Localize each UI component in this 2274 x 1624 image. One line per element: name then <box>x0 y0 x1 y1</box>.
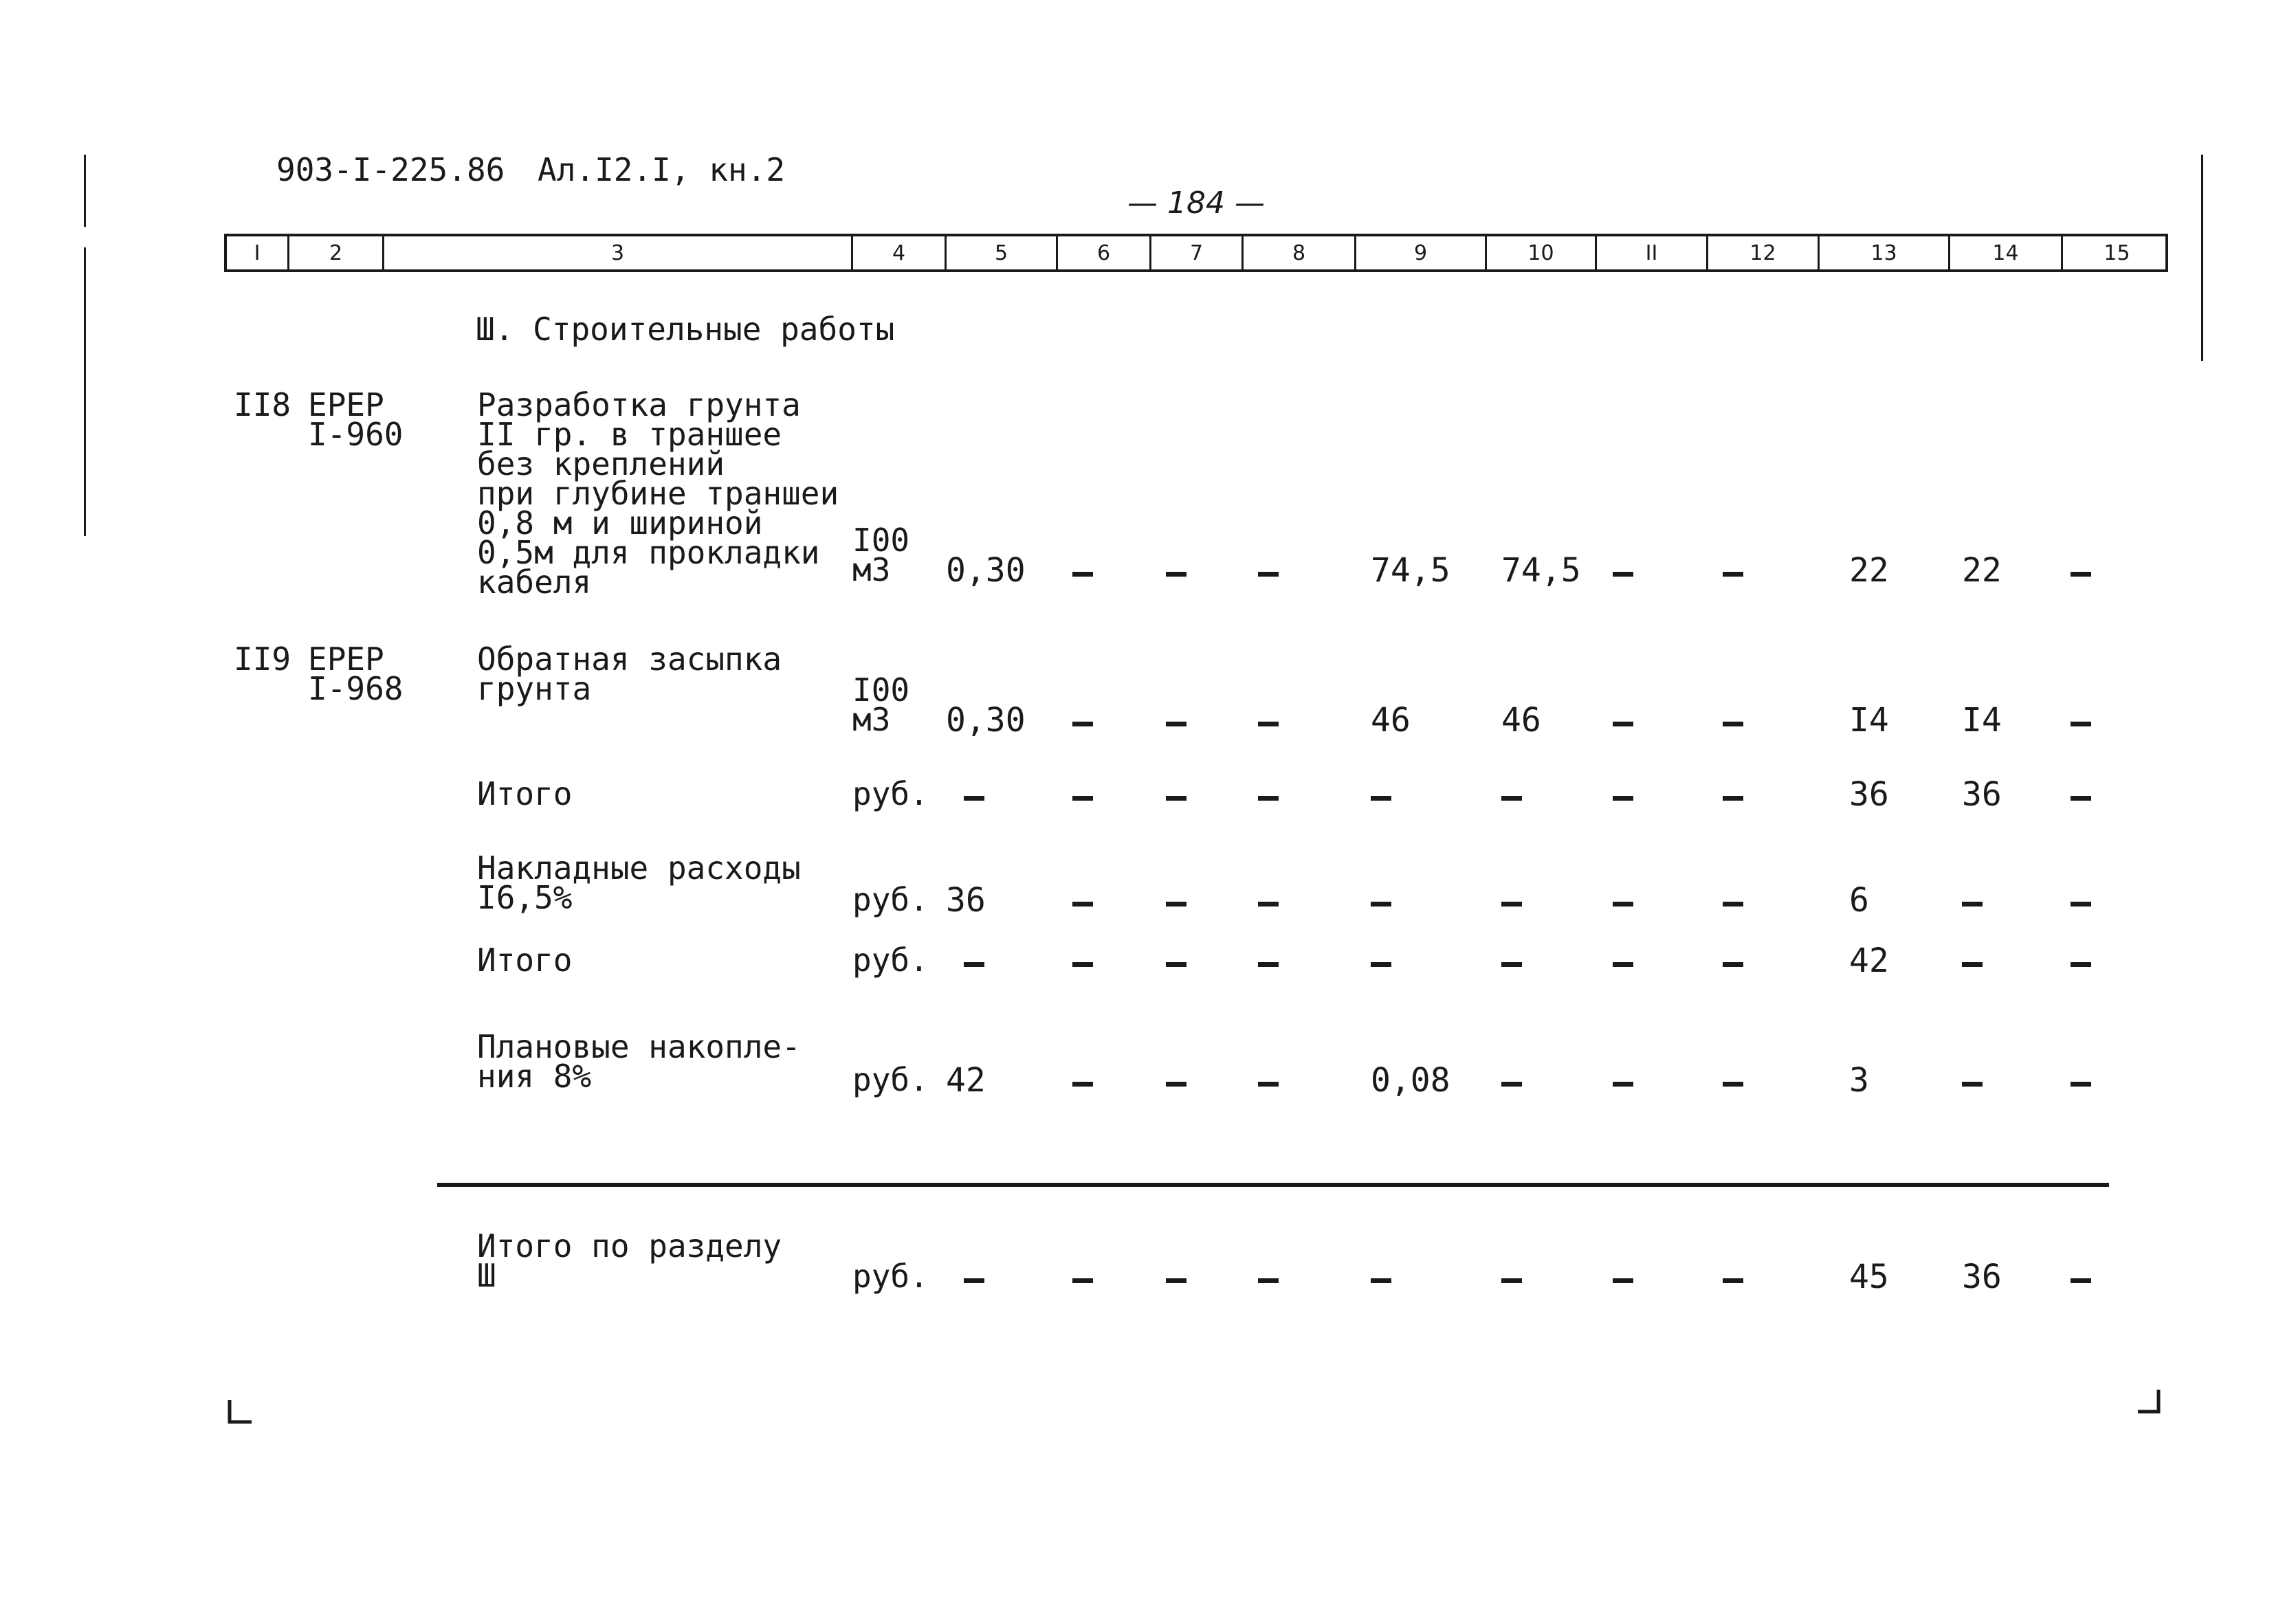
table-row-c14-value: 36 <box>1962 775 2002 814</box>
column-number: 3 <box>382 236 851 269</box>
table-row-c10-value: 74,5 <box>1501 551 1581 590</box>
section-total-row-unit: руб. <box>852 1258 929 1295</box>
section-total-row-c14-value: 36 <box>1962 1258 2002 1296</box>
table-row-c9-dash <box>1371 962 1391 967</box>
table-row-c6-dash <box>1072 572 1093 577</box>
table-row-number: II9 <box>234 641 291 678</box>
table-row-c15-dash <box>2071 796 2091 801</box>
table-row-c13-value: 36 <box>1849 775 1889 814</box>
left-margin-line <box>84 155 86 227</box>
table-row-c14-dash <box>1962 1082 1983 1087</box>
table-row-c9-dash <box>1371 796 1391 801</box>
table-row-c7-dash <box>1166 796 1186 801</box>
table-row-c5-value: 36 <box>946 881 986 920</box>
table-row-description: Разработка грунта II гр. в траншее без креплений при глубине траншеи 0,8 м и шириной 0,5м для прокладки кабеля <box>477 386 839 601</box>
table-row-c15-dash <box>2071 1082 2091 1087</box>
table-row-description: Итого <box>477 775 573 812</box>
table-row-description: Обратная засыпка грунта <box>477 641 782 707</box>
column-number: 9 <box>1354 236 1485 269</box>
table-row-c14-dash <box>1962 962 1983 967</box>
column-number: 6 <box>1056 236 1149 269</box>
section-total-row-c8-dash <box>1258 1278 1279 1283</box>
table-row-c13-value: 42 <box>1849 942 1889 980</box>
table-row-c13-value: 3 <box>1849 1061 1869 1100</box>
table-row-c12-dash <box>1723 572 1743 577</box>
table-row-c9-value: 0,08 <box>1371 1061 1450 1100</box>
table-row-c6-dash <box>1072 962 1093 967</box>
table-row-description: Накладные расходы I6,5% <box>477 849 801 916</box>
table-row-c11-dash <box>1613 902 1633 906</box>
table-row-c6-dash <box>1072 722 1093 726</box>
table-row-c14-dash <box>1962 902 1983 906</box>
column-number: 13 <box>1818 236 1948 269</box>
column-number: II <box>1595 236 1706 269</box>
table-row-c15-dash <box>2071 722 2091 726</box>
column-number: 4 <box>851 236 945 269</box>
table-row-c10-dash <box>1501 902 1522 906</box>
table-row-unit: руб. <box>852 942 929 979</box>
table-row-unit: I00 м3 <box>852 671 910 738</box>
table-row-c12-dash <box>1723 902 1743 906</box>
table-row-c14-value: 22 <box>1962 551 2002 590</box>
table-row-c15-dash <box>2071 962 2091 967</box>
album-reference: Ал.I2.I, кн.2 <box>538 151 786 188</box>
document-code: 903-I-225.86 <box>276 151 505 188</box>
table-row-c11-dash <box>1613 962 1633 967</box>
column-number: 12 <box>1706 236 1818 269</box>
section-total-row-c10-dash <box>1501 1278 1522 1283</box>
table-row-c13-value: 22 <box>1849 551 1889 590</box>
table-row-c11-dash <box>1613 796 1633 801</box>
table-row-c6-dash <box>1072 796 1093 801</box>
table-row-c12-dash <box>1723 796 1743 801</box>
column-number: 15 <box>2061 236 2171 269</box>
table-row-c9-value: 46 <box>1371 701 1411 739</box>
table-row-c11-dash <box>1613 572 1633 577</box>
section-title: Ш. Строительные работы <box>476 311 895 348</box>
column-number: I <box>254 241 261 265</box>
table-row-unit: руб. <box>852 1061 929 1098</box>
table-row-c8-dash <box>1258 1082 1279 1087</box>
section-total-row-c15-dash <box>2071 1278 2091 1283</box>
table-row-c8-dash <box>1258 796 1279 801</box>
table-row-c15-dash <box>2071 572 2091 577</box>
section-total-row-description: Итого по разделу Ш <box>477 1227 782 1294</box>
table-row-c5-dash <box>964 962 984 967</box>
table-row-c5-value: 0,30 <box>946 551 1026 590</box>
table-row-c12-dash <box>1723 722 1743 726</box>
table-row-c7-dash <box>1166 962 1186 967</box>
section-total-row-c6-dash <box>1072 1278 1093 1283</box>
section-total-row-c13-value: 45 <box>1849 1258 1889 1296</box>
section-total-row-c12-dash <box>1723 1278 1743 1283</box>
right-margin-line <box>2201 155 2203 361</box>
table-row-c12-dash <box>1723 962 1743 967</box>
section-total-row-c5-dash <box>964 1278 984 1283</box>
table-row-c8-dash <box>1258 572 1279 577</box>
column-number: 7 <box>1149 236 1241 269</box>
table-row-c8-dash <box>1258 962 1279 967</box>
table-row-c12-dash <box>1723 1082 1743 1087</box>
table-row-c7-dash <box>1166 1082 1186 1087</box>
table-row-c7-dash <box>1166 902 1186 906</box>
table-row-c7-dash <box>1166 722 1186 726</box>
table-row-description: Итого <box>477 942 573 979</box>
table-row-c5-value: 0,30 <box>946 701 1026 739</box>
table-row-c10-dash <box>1501 962 1522 967</box>
table-row-c10-dash <box>1501 796 1522 801</box>
table-row-c11-dash <box>1613 722 1633 726</box>
column-number-header <box>224 234 2168 272</box>
column-number: 10 <box>1485 236 1595 269</box>
table-row-c5-value: 42 <box>946 1061 986 1100</box>
total-separator-rule <box>437 1183 2109 1187</box>
table-row-c10-dash <box>1501 1082 1522 1087</box>
table-row-description: Плановые накопле- ния 8% <box>477 1028 801 1095</box>
left-margin-line <box>84 247 86 536</box>
table-row-c13-value: 6 <box>1849 881 1869 920</box>
table-row-c9-value: 74,5 <box>1371 551 1450 590</box>
section-total-row-c11-dash <box>1613 1278 1633 1283</box>
table-row-c15-dash <box>2071 902 2091 906</box>
table-row-c13-value: I4 <box>1849 701 1889 739</box>
section-total-row-c7-dash <box>1166 1278 1186 1283</box>
table-row-rate-code: ЕРЕР I-968 <box>308 641 404 707</box>
column-number: 8 <box>1241 236 1354 269</box>
column-number: 2 <box>287 236 382 269</box>
table-row-number: II8 <box>234 386 291 423</box>
table-row-unit: I00 м3 <box>852 522 910 588</box>
table-row-c5-dash <box>964 796 984 801</box>
table-row-c6-dash <box>1072 1082 1093 1087</box>
column-number: 14 <box>1948 236 2061 269</box>
table-row-c6-dash <box>1072 902 1093 906</box>
column-number: 5 <box>945 236 1056 269</box>
table-row-c8-dash <box>1258 722 1279 726</box>
table-row-c10-value: 46 <box>1501 701 1541 739</box>
corner-mark-bottom-right <box>2135 1388 2163 1416</box>
page-number: — 184 — <box>1127 186 1265 221</box>
table-row-rate-code: ЕРЕР I-960 <box>308 386 404 453</box>
corner-mark-bottom-left <box>227 1399 254 1426</box>
table-row-c8-dash <box>1258 902 1279 906</box>
section-total-row-c9-dash <box>1371 1278 1391 1283</box>
table-row-c7-dash <box>1166 572 1186 577</box>
table-row-unit: руб. <box>852 881 929 918</box>
table-row-unit: руб. <box>852 775 929 812</box>
table-row-c9-dash <box>1371 902 1391 906</box>
table-row-c11-dash <box>1613 1082 1633 1087</box>
table-row-c14-value: I4 <box>1962 701 2002 739</box>
